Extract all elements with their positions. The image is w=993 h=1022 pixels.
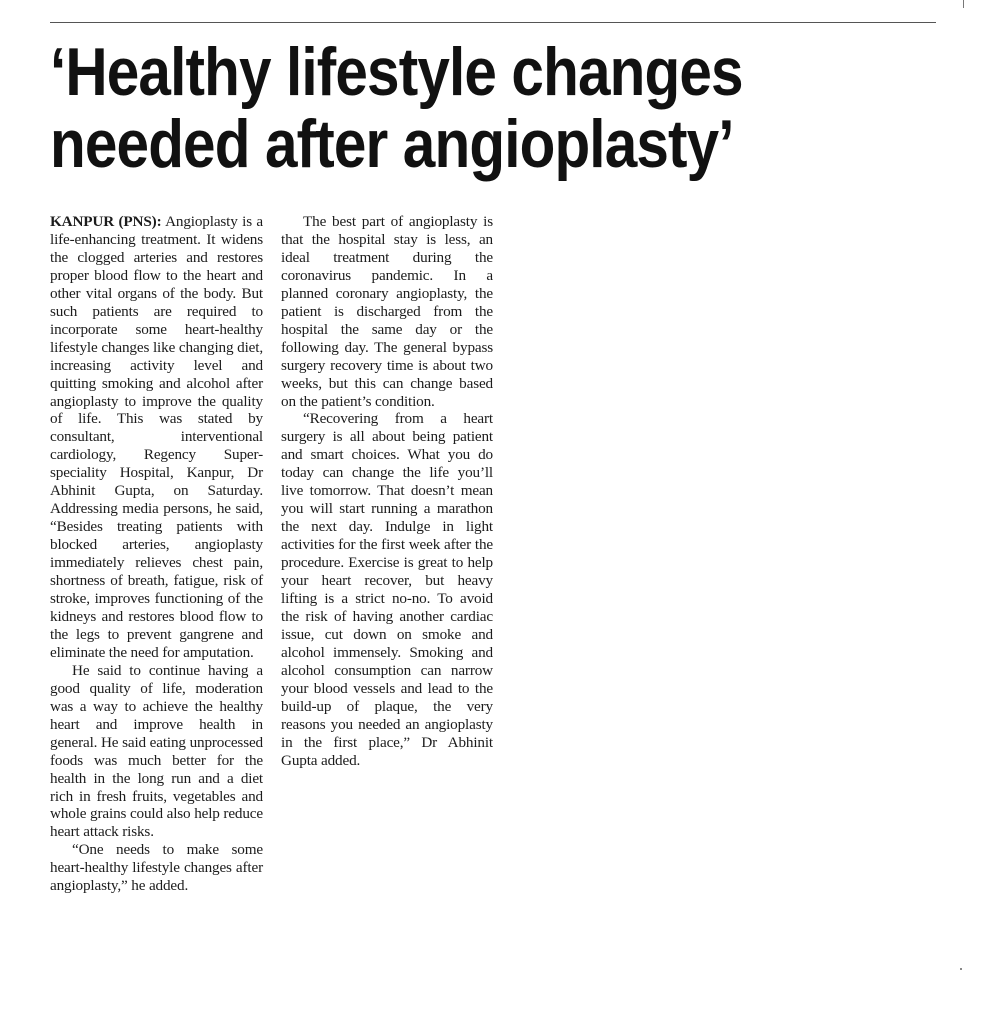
article-paragraph: “Recovering from a heart surgery is all about being patient and smart choices. What you do today can change the life you’ll live tomorrow. That doesn’t mean you will start running a marathon the next day. Indulge in light activities for the first week after the procedure. Exercise is great to help your heart recover, but heavy lifting is a strict no-no. To avoid the risk of having another cardiac issue, cut down on smoke and alcohol immensely. Smoking and alcohol consumption can narrow your blood vessels and lead to the build-up of plaque, the very reasons you needed an angioplasty in the first place,” Dr Abhinit Gupta added. [281,410,493,769]
dateline: KANPUR (PNS): [50,213,162,230]
article-paragraph: The best part of angioplasty is that the hospital stay is less, an ideal treatment during the coronavirus pandemic. In a planned coronary angioplasty, the patient is discharged from the hospital the same day or the following day. The general bypass surgery recovery time is about two weeks, but this can change based on the patient’s condition. [281,213,493,410]
paragraph-text: Angioplasty is a life-enhancing treatment. It widens the clogged arteries and restores proper blood flow to the heart and other vital organs of the body. But such patients are required to incorporate some heart-healthy lifestyle changes like changing diet, increasing activity level and quitting smoking and alcohol after angioplasty to improve the quality of life. This was stated by consultant, interventional cardiology, Regency Super-speciality Hospital, Kanpur, Dr Abhinit Gupta, on Saturday. Addressing media persons, he said, “Besides treating patients with blocked arteries, angioplasty immediately relieves chest pain, shortness of breath, fatigue, risk of stroke, improves functioning of the kidneys and restores blood flow to the legs to prevent gangrene and eliminate the need for amputation. [50,213,263,661]
article-paragraph: “One needs to make some heart-healthy lifestyle changes after angioplasty,” he added. [50,841,263,895]
top-rule [50,22,936,23]
headline-line-1: ‘Healthy lifestyle changes [50,34,743,110]
article-paragraph [50,213,263,662]
article-paragraph: He said to continue having a good quality of life, moderation was a way to achieve the healthy heart and improve health in general. He said eating unprocessed foods was much better for the health in the long run and a diet rich in fresh fruits, vegetables and whole grains could also help reduce heart attack risks. [50,661,263,841]
headline [50,36,824,180]
article-column-left [50,213,263,895]
page-edge-dot [960,968,962,970]
page-edge-mark [963,0,964,8]
headline-line-2: needed after angioplasty’ [50,106,734,182]
article-column-right [281,213,493,770]
